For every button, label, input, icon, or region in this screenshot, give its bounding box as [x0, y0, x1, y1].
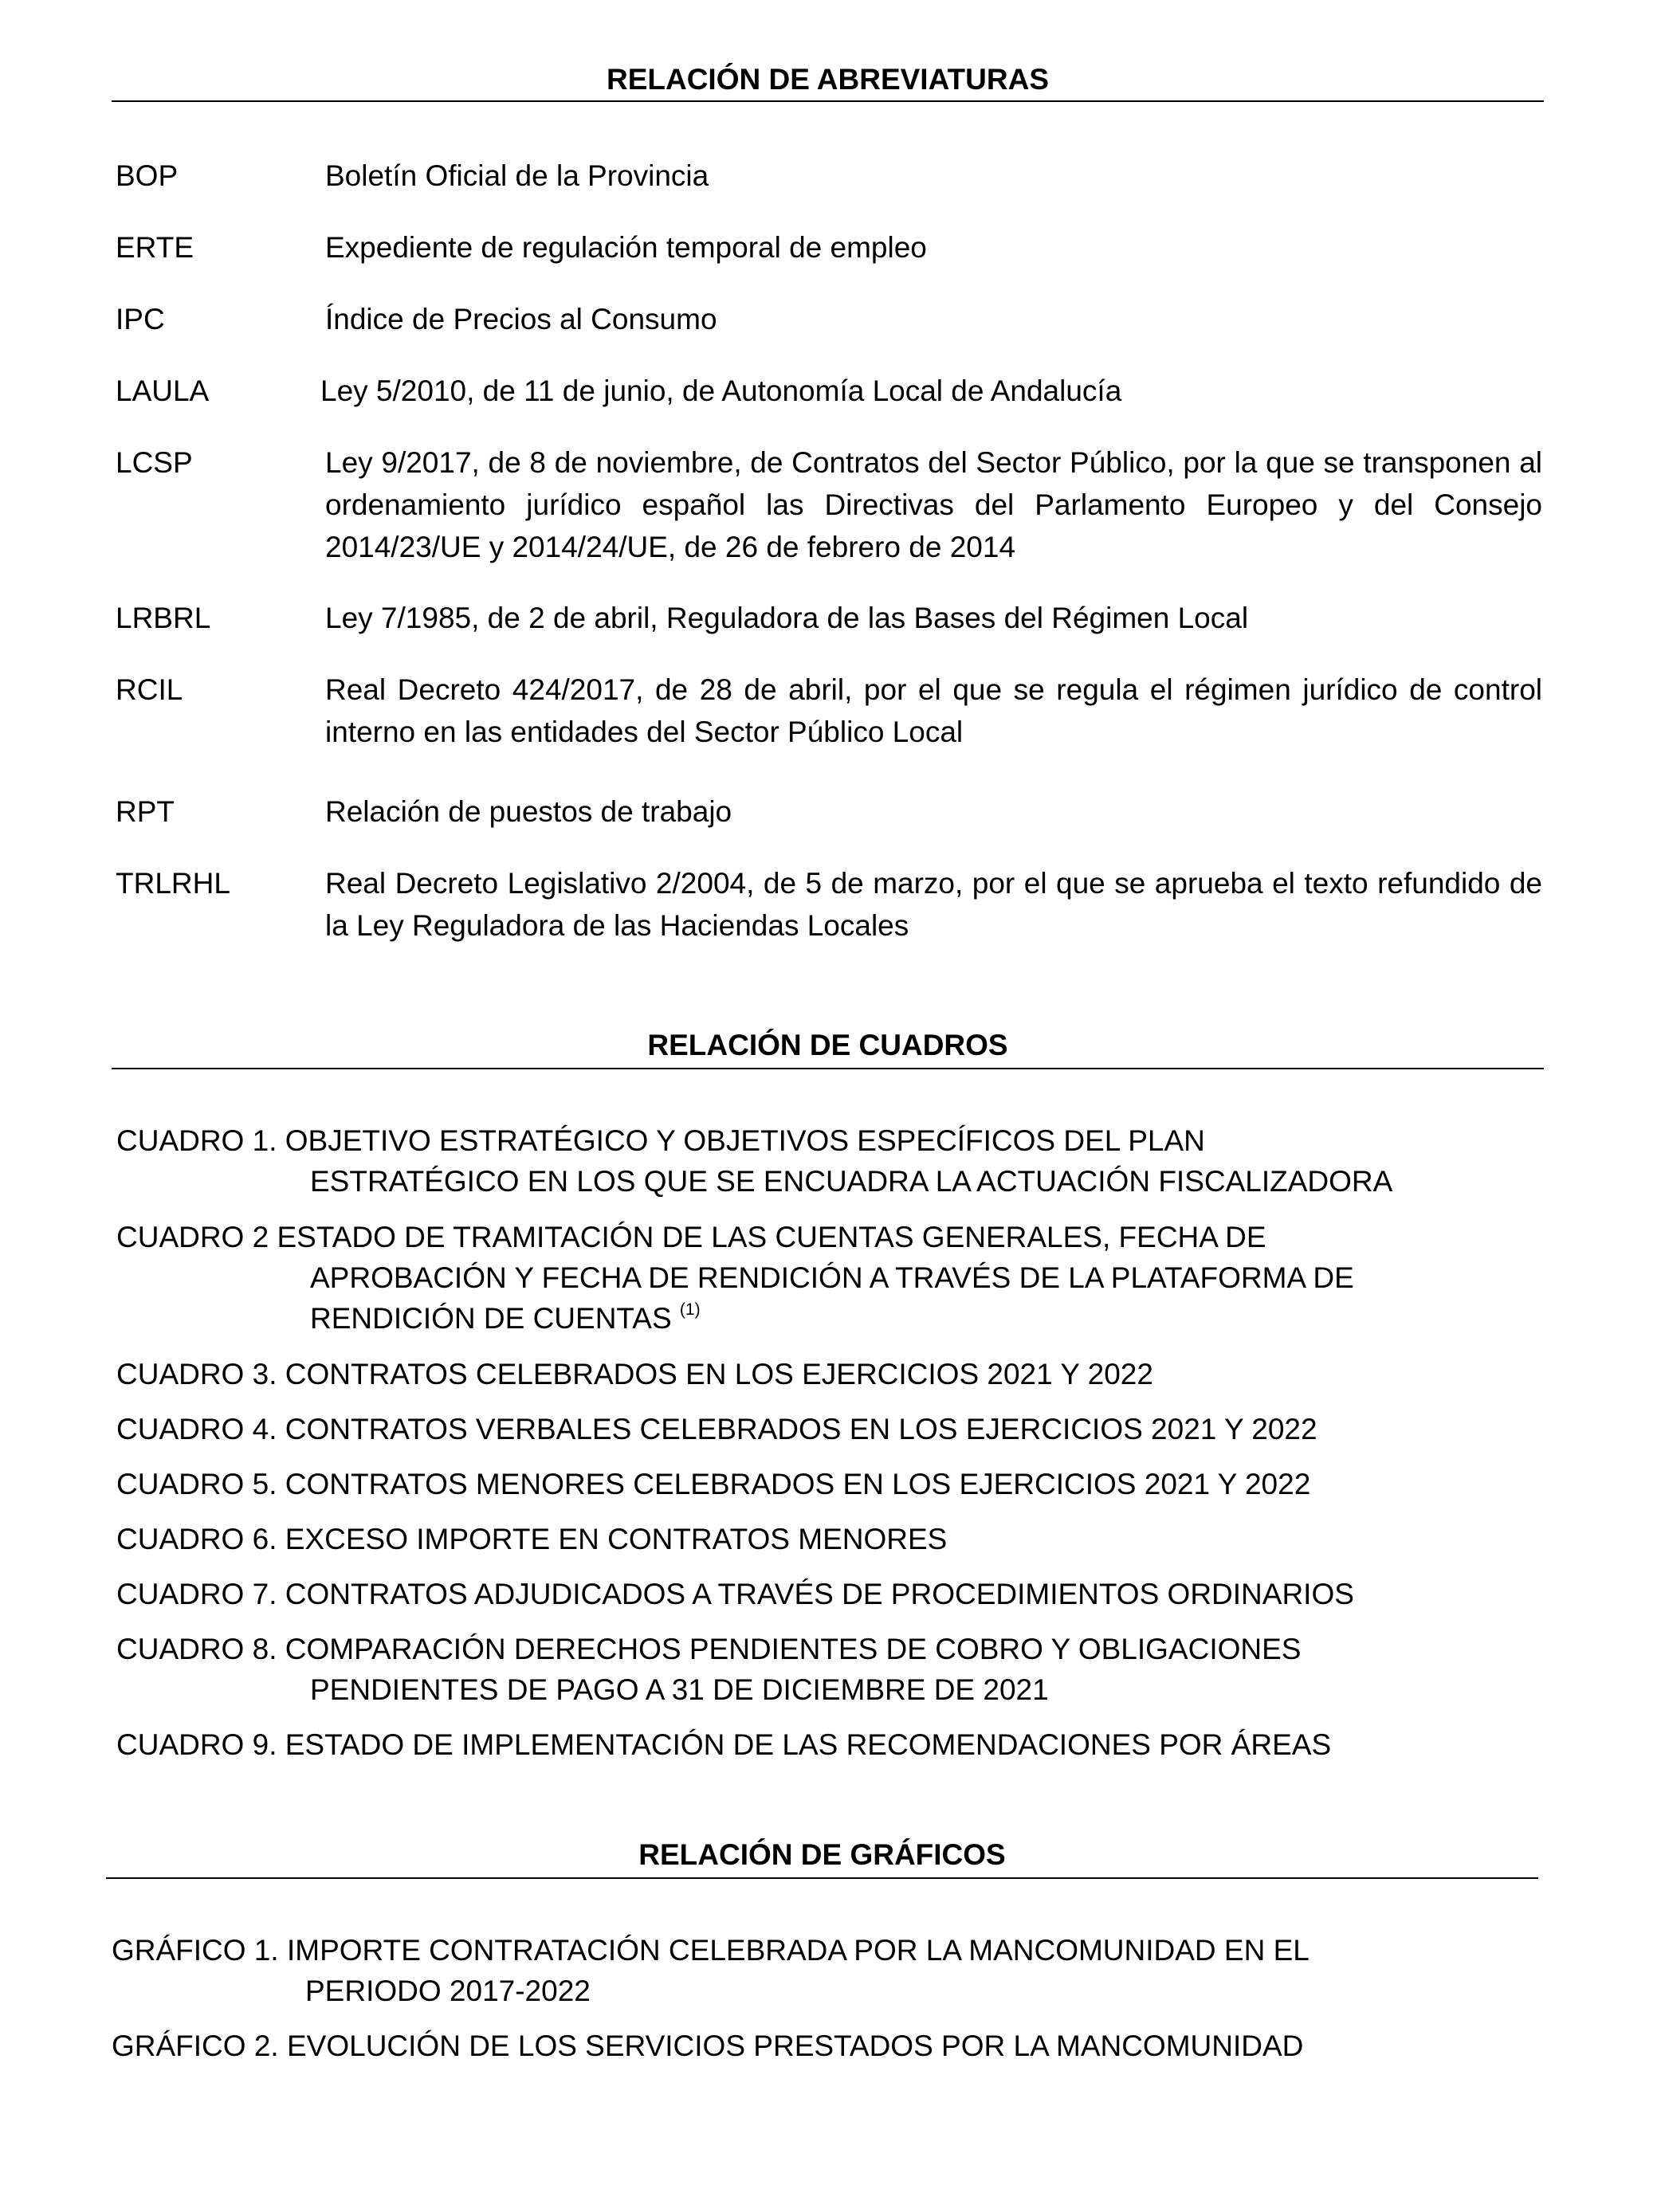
- list-item-line: CUADRO 4. CONTRATOS VERBALES CELEBRADOS EN LOS EJERCICIOS 2021 Y 2022: [116, 1413, 1317, 1445]
- abbreviation-code: TRLRHL: [116, 867, 230, 900]
- abbreviation-code: LCSP: [116, 446, 193, 479]
- list-item-line: CUADRO 9. ESTADO DE IMPLEMENTACIÓN DE LAS RECOMENDACIONES POR ÁREAS: [116, 1728, 1332, 1761]
- abbreviation-code: LAULA: [116, 375, 210, 407]
- charts-title-rule: [106, 1877, 1538, 1879]
- charts-title: RELACIÓN DE GRÁFICOS: [638, 1838, 1006, 1871]
- table-list-item-5: [116, 1464, 1310, 1504]
- list-item-line: CUADRO 8. COMPARACIÓN DERECHOS PENDIENTES DE COBRO Y OBLIGACIONES: [116, 1633, 1302, 1665]
- list-item-line: GRÁFICO 2. EVOLUCIÓN DE LOS SERVICIOS PRESTADOS POR LA MANCOMUNIDAD: [112, 2030, 1304, 2062]
- list-item-line: PENDIENTES DE PAGO A 31 DE DICIEMBRE DE 2021: [310, 1673, 1049, 1706]
- list-item-line: CUADRO 3. CONTRATOS CELEBRADOS EN LOS EJERCICIOS 2021 Y 2022: [116, 1358, 1153, 1390]
- abbreviation-code: ERTE: [116, 231, 194, 264]
- chart-list-item-2: [112, 2026, 1303, 2066]
- table-list-item-4: [116, 1409, 1317, 1449]
- list-item-line: CUADRO 6. EXCESO IMPORTE EN CONTRATOS MENORES: [116, 1523, 948, 1555]
- list-item-line: CUADRO 1. OBJETIVO ESTRATÉGICO Y OBJETIVOS ESPECÍFICOS DEL PLAN: [116, 1124, 1205, 1157]
- table-list-item-2: [116, 1217, 1354, 1339]
- abbreviation-description: Expediente de regulación temporal de empleo: [325, 231, 927, 264]
- list-item-line: GRÁFICO 1. IMPORTE CONTRATACIÓN CELEBRADA POR LA MANCOMUNIDAD EN EL: [112, 1934, 1310, 1967]
- abbreviation-description: Real Decreto Legislativo 2/2004, de 5 de marzo, por el que se aprueba el texto refundido de la Ley Reguladora de las Haciendas Locales: [325, 867, 1542, 942]
- list-item-line: PERIODO 2017-2022: [305, 1975, 591, 2007]
- abbreviation-code: BOP: [116, 159, 179, 192]
- list-item-line: [116, 1298, 1354, 1339]
- chart-list-item-1: [112, 1930, 1310, 2011]
- table-list-item-3: [116, 1354, 1153, 1394]
- abbreviation-description: Ley 7/1985, de 2 de abril, Reguladora de las Bases del Régimen Local: [325, 602, 1249, 634]
- abbreviations-title: RELACIÓN DE ABREVIATURAS: [606, 63, 1050, 96]
- footnote-marker: (1): [679, 1300, 701, 1319]
- list-item-line: CUADRO 7. CONTRATOS ADJUDICADOS A TRAVÉS DE PROCEDIMIENTOS ORDINARIOS: [116, 1578, 1354, 1610]
- list-item-line: APROBACIÓN Y FECHA DE RENDICIÓN A TRAVÉS DE LA PLATAFORMA DE: [310, 1261, 1354, 1294]
- abbreviation-code: RCIL: [116, 673, 183, 706]
- list-item-line: ESTRATÉGICO EN LOS QUE SE ENCUADRA LA ACTUACIÓN FISCALIZADORA: [310, 1165, 1393, 1198]
- abbreviation-description: Índice de Precios al Consumo: [325, 303, 717, 335]
- table-list-item-9: [116, 1724, 1331, 1765]
- abbreviations-title-rule: [112, 100, 1544, 102]
- list-item-line: CUADRO 2 ESTADO DE TRAMITACIÓN DE LAS CUENTAS GENERALES, FECHA DE: [116, 1221, 1266, 1253]
- abbreviation-description: Relación de puestos de trabajo: [325, 795, 732, 828]
- abbreviation-code: LRBRL: [116, 602, 211, 634]
- abbreviation-description: Real Decreto 424/2017, de 28 de abril, por el que se regula el régimen jurídico de control interno en las entidades del Sector Público Local: [325, 673, 1542, 748]
- table-list-item-8: [116, 1629, 1301, 1710]
- table-list-item-6: [116, 1519, 947, 1559]
- tables-title-rule: [112, 1068, 1544, 1069]
- abbreviation-description: Ley 5/2010, de 11 de junio, de Autonomía Local de Andalucía: [320, 375, 1122, 407]
- table-list-item-7: [116, 1574, 1354, 1614]
- list-item-line: CUADRO 5. CONTRATOS MENORES CELEBRADOS EN LOS EJERCICIOS 2021 Y 2022: [116, 1468, 1311, 1500]
- abbreviation-code: IPC: [116, 303, 165, 335]
- abbreviation-description: Boletín Oficial de la Provincia: [325, 159, 709, 192]
- tables-title: RELACIÓN DE CUADROS: [647, 1029, 1008, 1061]
- abbreviation-code: RPT: [116, 795, 175, 828]
- table-list-item-1: [116, 1120, 1392, 1202]
- list-item-line-text: RENDICIÓN DE CUENTAS: [310, 1302, 672, 1335]
- abbreviation-description: Ley 9/2017, de 8 de noviembre, de Contratos del Sector Público, por la que se transponen al ordenamiento jurídico español las Directivas del Parlamento Europeo y del Consejo 2014/23/UE y 2014/24/UE, de 26 de febrero de 2014: [325, 446, 1542, 563]
